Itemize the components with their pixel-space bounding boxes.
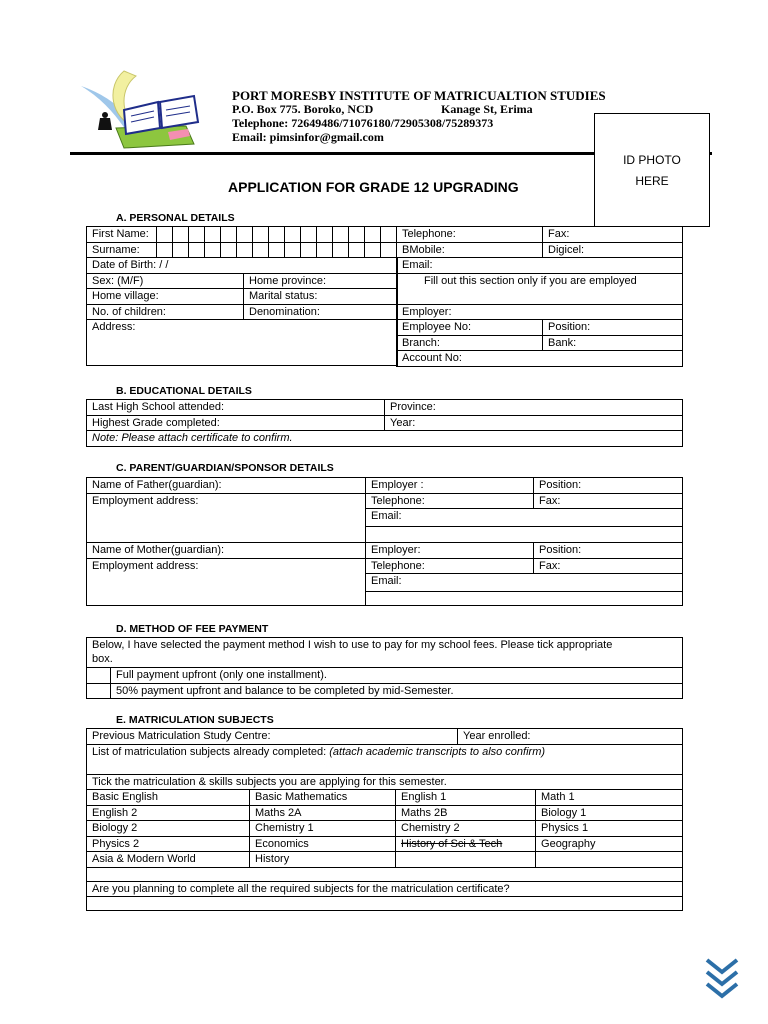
tick-instructions: Tick the matriculation & skills subjects you are applying for this semester. <box>87 774 683 790</box>
first-name-char[interactable] <box>381 227 397 243</box>
email-field[interactable]: Email: <box>397 258 683 274</box>
subject-chemistry-2[interactable]: Chemistry 2 <box>396 821 536 837</box>
full-payment-label: Full payment upfront (only one installment). <box>111 668 683 684</box>
subject-english-2[interactable]: English 2 <box>87 805 250 821</box>
digicel-field[interactable]: Digicel: <box>543 242 683 258</box>
account-no-field[interactable]: Account No: <box>397 351 683 367</box>
fax-field[interactable]: Fax: <box>543 227 683 243</box>
home-village-field[interactable]: Home village: <box>87 289 244 305</box>
personal-details-left-2 <box>86 257 398 366</box>
first-name-char[interactable] <box>157 227 173 243</box>
educational-details <box>86 399 683 447</box>
subject-english-1[interactable]: English 1 <box>396 790 536 806</box>
institute-email: Email: pimsinfor@gmail.com <box>232 130 384 144</box>
matriculation-subjects <box>86 728 683 911</box>
fee-intro <box>87 638 683 668</box>
first-name-char[interactable] <box>221 227 237 243</box>
province-field[interactable]: Province: <box>385 400 683 416</box>
mother-name-field[interactable]: Name of Mother(guardian): <box>87 543 366 559</box>
father-employment-address[interactable]: Employment address: <box>87 493 366 543</box>
subject-history-sci-tech[interactable]: History of Sci & Tech <box>396 836 536 852</box>
mother-blank-row[interactable] <box>366 592 683 606</box>
institute-telephone: Telephone: 72649486/71076180/72905308/75289373 <box>232 116 494 130</box>
subject-maths-2a[interactable]: Maths 2A <box>250 805 396 821</box>
surname-char[interactable] <box>237 242 253 258</box>
scroll-down-icon[interactable] <box>705 958 739 1002</box>
mother-telephone-field[interactable]: Telephone: <box>366 558 534 574</box>
marital-status-field[interactable]: Marital status: <box>244 289 398 305</box>
completion-question: Are you planning to complete all the required subjects for the matriculation certificate? <box>87 881 683 897</box>
first-name-char[interactable] <box>365 227 381 243</box>
surname-char[interactable] <box>285 242 301 258</box>
section-e-heading: E. MATRICULATION SUBJECTS <box>116 714 274 726</box>
section-d-heading: D. METHOD OF FEE PAYMENT <box>116 623 269 635</box>
certificate-note: Note: Please attach certificate to confirm. <box>87 431 683 447</box>
first-name-char[interactable] <box>301 227 317 243</box>
subject-empty-2[interactable] <box>536 852 683 868</box>
address-field[interactable]: Address: <box>87 320 398 366</box>
surname-char[interactable] <box>253 242 269 258</box>
first-name-char[interactable] <box>285 227 301 243</box>
completion-answer-field[interactable] <box>87 897 683 911</box>
institute-name: PORT MORESBY INSTITUTE OF MATRICUALTION STUDIES <box>232 88 606 103</box>
subject-maths-2b[interactable]: Maths 2B <box>396 805 536 821</box>
surname-char[interactable] <box>365 242 381 258</box>
subject-empty-1[interactable] <box>396 852 536 868</box>
employee-no-field[interactable]: Employee No: <box>397 320 543 336</box>
surname-char[interactable] <box>157 242 173 258</box>
first-name-label: First Name: <box>87 227 157 243</box>
mother-employer-field[interactable]: Employer: <box>366 543 534 559</box>
mother-employment-address[interactable]: Employment address: <box>87 558 366 606</box>
surname-char[interactable] <box>317 242 333 258</box>
father-telephone-field[interactable]: Telephone: <box>366 493 534 509</box>
year-field[interactable]: Year: <box>385 415 683 431</box>
subject-biology-2[interactable]: Biology 2 <box>87 821 250 837</box>
subject-asia-modern-world[interactable]: Asia & Modern World <box>87 852 250 868</box>
first-name-char[interactable] <box>205 227 221 243</box>
employer-field[interactable]: Employer: <box>397 304 683 320</box>
completed-subjects-text: List of matriculation subjects already completed: <box>92 745 330 758</box>
id-photo-box[interactable] <box>594 113 710 227</box>
date-of-birth-field[interactable]: Date of Birth: / / <box>87 258 398 274</box>
children-field[interactable]: No. of children: <box>87 304 244 320</box>
employed-note-text: Fill out this section only if you are employed <box>424 274 637 287</box>
institute-street: Kanage St, Erima <box>441 102 533 116</box>
logo-book-right <box>160 96 198 128</box>
surname-label: Surname: <box>87 242 157 258</box>
bank-field[interactable]: Bank: <box>543 335 683 351</box>
father-position-field[interactable]: Position: <box>534 478 683 494</box>
form-title: APPLICATION FOR GRADE 12 UPGRADING <box>228 179 519 195</box>
surname-char[interactable] <box>333 242 349 258</box>
mother-email-field[interactable]: Email: <box>366 574 683 592</box>
photo-label-2: HERE <box>635 174 669 188</box>
fee-intro-line-1: Below, I have selected the payment method I wish to use to pay for my school fees. Please tick appropriate <box>92 639 613 651</box>
fee-intro-line-2: box. <box>92 653 113 665</box>
first-name-char[interactable] <box>333 227 349 243</box>
completed-subjects-note: (attach academic transcripts to also confirm) <box>329 745 546 758</box>
father-blank-row[interactable] <box>366 527 683 543</box>
employed-note <box>397 273 683 304</box>
denomination-field[interactable]: Denomination: <box>244 304 398 320</box>
highest-grade-field[interactable]: Highest Grade completed: <box>87 415 385 431</box>
section-b-heading: B. EDUCATIONAL DETAILS <box>116 385 252 397</box>
personal-details-right <box>396 226 683 367</box>
fee-payment <box>86 637 683 699</box>
personal-details-left <box>86 226 397 258</box>
first-name-char[interactable] <box>189 227 205 243</box>
last-school-field[interactable]: Last High School attended: <box>87 400 385 416</box>
photo-label-1: ID PHOTO <box>623 153 681 167</box>
logo-book-left <box>124 102 160 134</box>
partial-payment-checkbox[interactable] <box>87 683 111 699</box>
surname-char[interactable] <box>221 242 237 258</box>
first-name-char[interactable] <box>269 227 285 243</box>
subject-blank-row[interactable] <box>87 867 683 881</box>
mother-fax-field[interactable]: Fax: <box>534 558 683 574</box>
institute-address: P.O. Box 775. Boroko, NCD <box>232 102 374 116</box>
home-province-field[interactable]: Home province: <box>244 273 398 289</box>
first-name-char[interactable] <box>173 227 189 243</box>
mother-position-field[interactable]: Position: <box>534 543 683 559</box>
father-email-field[interactable]: Email: <box>366 509 683 527</box>
surname-char[interactable] <box>381 242 397 258</box>
institute-logo <box>76 66 226 158</box>
first-name-char[interactable] <box>349 227 365 243</box>
first-name-char[interactable] <box>317 227 333 243</box>
surname-char[interactable] <box>301 242 317 258</box>
logo-ink-bottle <box>98 118 112 130</box>
father-fax-field[interactable]: Fax: <box>534 493 683 509</box>
sex-field[interactable]: Sex: (M/F) <box>87 273 244 289</box>
full-payment-checkbox[interactable] <box>87 668 111 684</box>
completed-subjects-field[interactable] <box>87 744 683 774</box>
section-a-heading: A. PERSONAL DETAILS <box>116 212 235 224</box>
position-field[interactable]: Position: <box>543 320 683 336</box>
subject-basic-english[interactable]: Basic English <box>87 790 250 806</box>
section-c-heading: C. PARENT/GUARDIAN/SPONSOR DETAILS <box>116 462 334 474</box>
surname-char[interactable] <box>173 242 189 258</box>
surname-char[interactable] <box>189 242 205 258</box>
subject-basic-mathematics[interactable]: Basic Mathematics <box>250 790 396 806</box>
bmobile-field[interactable]: BMobile: <box>397 242 543 258</box>
first-name-char[interactable] <box>237 227 253 243</box>
subject-geography[interactable]: Geography <box>536 836 683 852</box>
father-name-field[interactable]: Name of Father(guardian): <box>87 478 366 494</box>
telephone-field[interactable]: Telephone: <box>397 227 543 243</box>
surname-char[interactable] <box>205 242 221 258</box>
subject-physics-1[interactable]: Physics 1 <box>536 821 683 837</box>
partial-payment-label: 50% payment upfront and balance to be completed by mid-Semester. <box>111 683 683 699</box>
subject-history[interactable]: History <box>250 852 396 868</box>
subject-economics[interactable]: Economics <box>250 836 396 852</box>
branch-field[interactable]: Branch: <box>397 335 543 351</box>
surname-char[interactable] <box>269 242 285 258</box>
prev-centre-field[interactable]: Previous Matriculation Study Centre: <box>87 729 458 745</box>
parent-details <box>86 477 683 606</box>
subject-chemistry-1[interactable]: Chemistry 1 <box>250 821 396 837</box>
year-enrolled-field[interactable]: Year enrolled: <box>458 729 683 745</box>
subject-math-1[interactable]: Math 1 <box>536 790 683 806</box>
first-name-char[interactable] <box>253 227 269 243</box>
surname-char[interactable] <box>349 242 365 258</box>
subject-physics-2[interactable]: Physics 2 <box>87 836 250 852</box>
father-employer-field[interactable]: Employer : <box>366 478 534 494</box>
subject-biology-1[interactable]: Biology 1 <box>536 805 683 821</box>
